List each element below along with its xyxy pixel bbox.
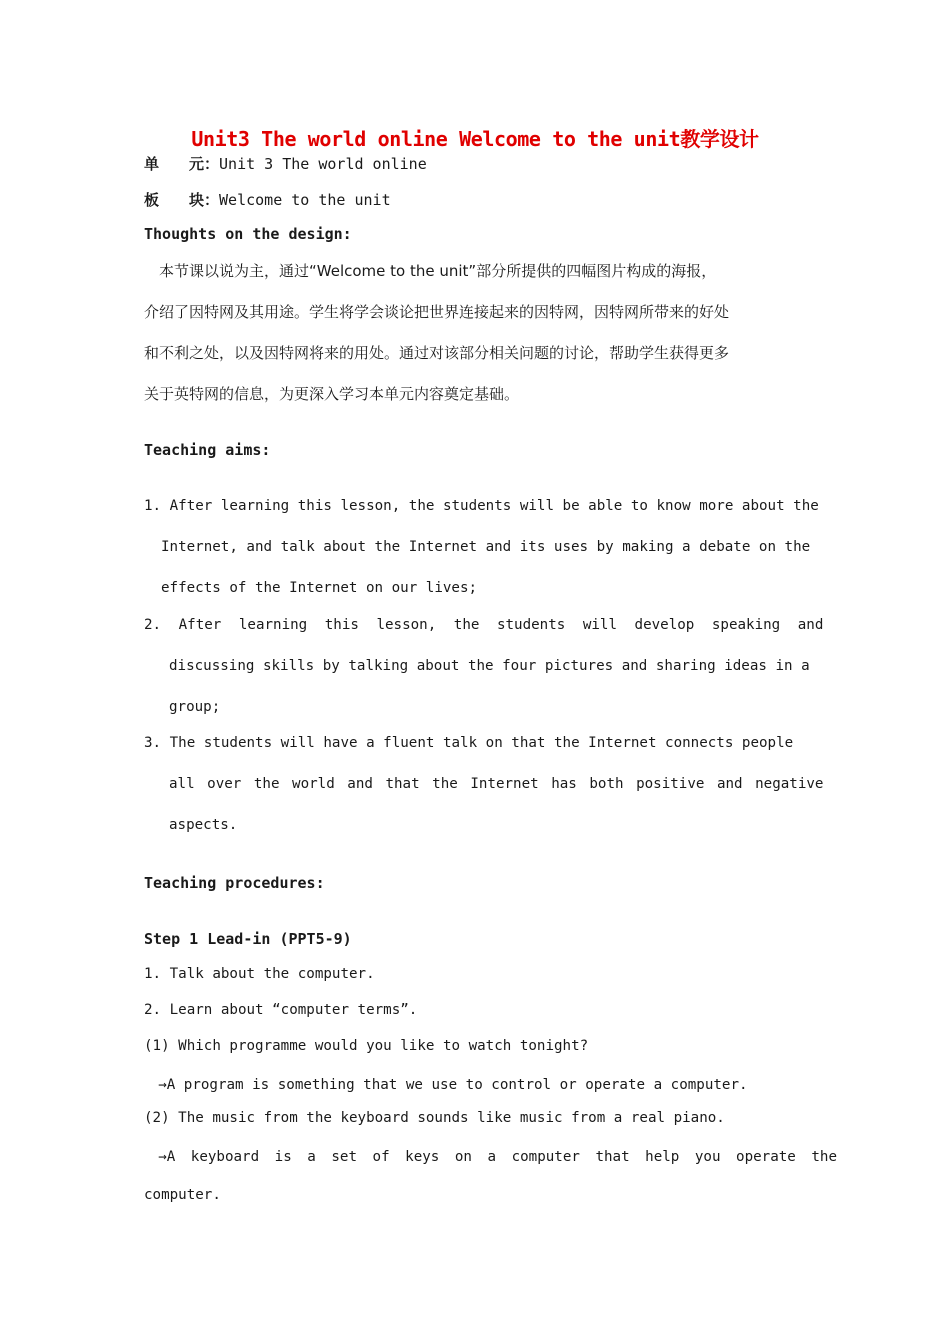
- aim-3-line: all over the world and that the Internet has both positive and negative: [169, 776, 824, 792]
- aim-1-line: Internet, and talk about the Internet and its uses by making a debate on the: [161, 539, 811, 555]
- aim-1-line: effects of the Internet on our lives;: [161, 580, 478, 596]
- step1-item: →A keyboard is a set of keys on a computer that help you operate the: [144, 1149, 838, 1165]
- step1-item: →A program is something that we use to control or operate a computer.: [144, 1077, 748, 1093]
- aim-1-line: 1. After learning this lesson, the students will be able to know more about the: [144, 498, 819, 514]
- thoughts-line: 本节课以说为主，通过“Welcome to the unit”部分所提供的四幅图片构成的海报，: [144, 262, 717, 280]
- aim-3-line: 3. The students will have a fluent talk on that the Internet connects people: [144, 735, 794, 751]
- thoughts-line: 介绍了因特网及其用途。学生将学会谈论把世界连接起来的因特网，因特网所带来的好处: [144, 303, 730, 321]
- thoughts-line: 和不利之处，以及因特网将来的用处。通过对该部分相关问题的讨论，帮助学生获得更多: [144, 344, 730, 362]
- document-title: Unit3 The world online Welcome to the unit教学设计: [191, 127, 759, 151]
- aims-heading: Teaching aims:: [144, 441, 271, 459]
- unit-row: [144, 153, 427, 174]
- thoughts-line: 关于英特网的信息，为更深入学习本单元内容奠定基础。: [144, 385, 520, 403]
- aim-2-line: 2. After learning this lesson, the students will develop speaking and: [144, 617, 824, 633]
- module-row: [144, 189, 391, 210]
- step1-item: (1) Which programme would you like to watch tonight?: [144, 1038, 589, 1054]
- aim-2-line: group;: [169, 699, 221, 715]
- unit-label: 单 元：: [144, 155, 220, 173]
- aim-2-line: discussing skills by talking about the four pictures and sharing ideas in a: [169, 658, 810, 674]
- step1-item: 2. Learn about “computer terms”.: [144, 1002, 418, 1018]
- step1-item: 1. Talk about the computer.: [144, 966, 375, 982]
- aim-3-line: aspects.: [169, 817, 238, 833]
- step1-item: (2) The music from the keyboard sounds like music from a real piano.: [144, 1110, 725, 1126]
- step1-heading: Step 1 Lead-in (PPT5-9): [144, 930, 352, 948]
- procedures-heading: Teaching procedures:: [144, 874, 325, 892]
- module-label: 板 块：: [144, 191, 220, 209]
- step1-item: computer.: [144, 1187, 221, 1203]
- unit-value: Unit 3 The world online: [219, 155, 427, 173]
- thoughts-heading: Thoughts on the design:: [144, 225, 352, 243]
- module-value: Welcome to the unit: [219, 191, 391, 209]
